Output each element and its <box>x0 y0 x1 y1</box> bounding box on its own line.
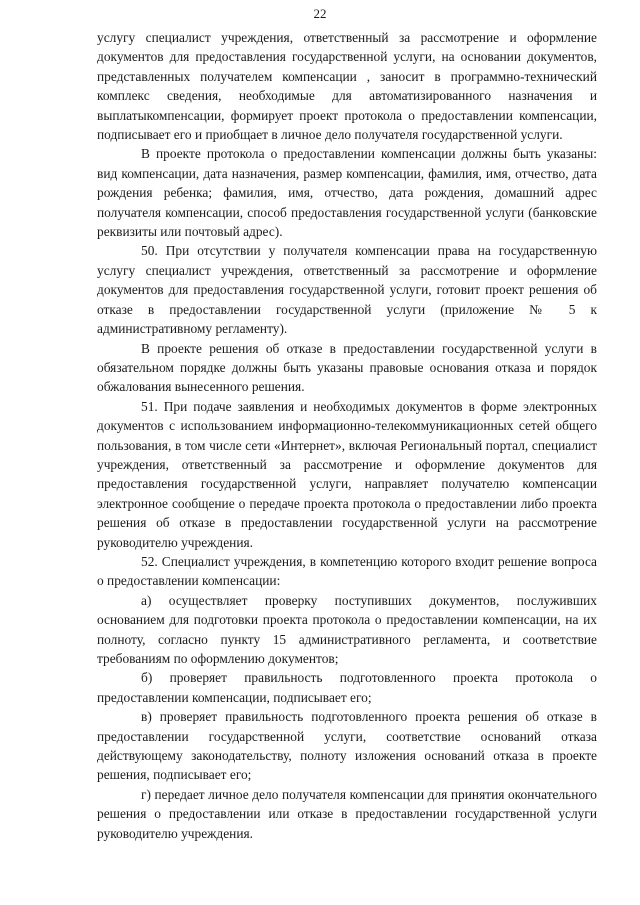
list-item-g: г) передает личное дело получателя компенсации для принятия окончательного решения о предоставлении или отказе в предоставлении государственной услуги руководителю учреждения. <box>97 786 597 841</box>
paragraph-refusal-contents: В проекте решения об отказе в предоставлении государственной услуги в обязательном порядке должны быть указаны правовые основания отказа и порядок обжалования вынесенного решения. <box>97 340 597 395</box>
paragraph-continuation: услугу специалист учреждения, ответственный за рассмотрение и оформление документов для предоставления государственной услуги, на основании документов, представленных получателем компенсации , заносит в программно-технический комплекс сведения, необходимые для автоматизированного назначения и выплатыкомпенсации, формирует проект протокола о предоставлении компенсации, подписывает его и приобщает в личное дело получателя государственной услуги. <box>97 30 597 143</box>
list-item-v: в) проверяет правильность подготовленного проекта решения об отказе в предоставлении государственной услуги, соответствие оснований отказа действующему законодательству, полноту изложения оснований отказа в проекте решения, подписывает его; <box>97 709 597 783</box>
paragraph-protocol-contents: В проекте протокола о предоставлении компенсации должны быть указаны: вид компенсации, дата назначения, размер компенсации, фамилия, имя, отчество, дата рождения ребенка; фамилия, имя, отчество, дата рождения, домашний адрес получателя компенсации, способ предоставления государственной услуги (банковские реквизиты или почтовый адрес). <box>97 146 597 240</box>
paragraph-item-51: 51. При подаче заявления и необходимых документов в форме электронных документов с использованием информационно-телекоммуникационных сетей общего пользования, в том числе сети «Интернет», включая Региональный портал, специалист учреждения, ответственный за рассмотрение и оформление документов для предоставления государственной услуги, направляет получателю компенсации электронное сообщение о передаче проекта протокола о предоставлении либо проекта решения об отказе в предоставлении государственной услуги на рассмотрение руководителю учреждения. <box>97 398 597 550</box>
list-item-b: б) проверяет правильность подготовленного проекта протокола о предоставлении компенсации, подписывает его; <box>97 670 597 705</box>
paragraph-item-50: 50. При отсутствии у получателя компенсации права на государственную услугу специалист учреждения, ответственный за рассмотрение и оформление документов для предоставления государственной услуги, готовит проект решения об отказе в предоставлении государственной услуги (приложение № 5 к административному регламенту). <box>97 243 597 337</box>
paragraph-item-52: 52. Специалист учреждения, в компетенцию которого входит решение вопроса о предоставлении компенсации: <box>97 553 597 589</box>
page-number: 22 <box>313 6 327 21</box>
list-item-a: а) осуществляет проверку поступивших документов, послуживших основанием для подготовки проекта протокола о предоставлении компенсации, на их полноту, согласно пункту 15 административного регламента, и соответствие требованиям по оформлению документов; <box>97 592 597 666</box>
document-body <box>97 28 597 843</box>
